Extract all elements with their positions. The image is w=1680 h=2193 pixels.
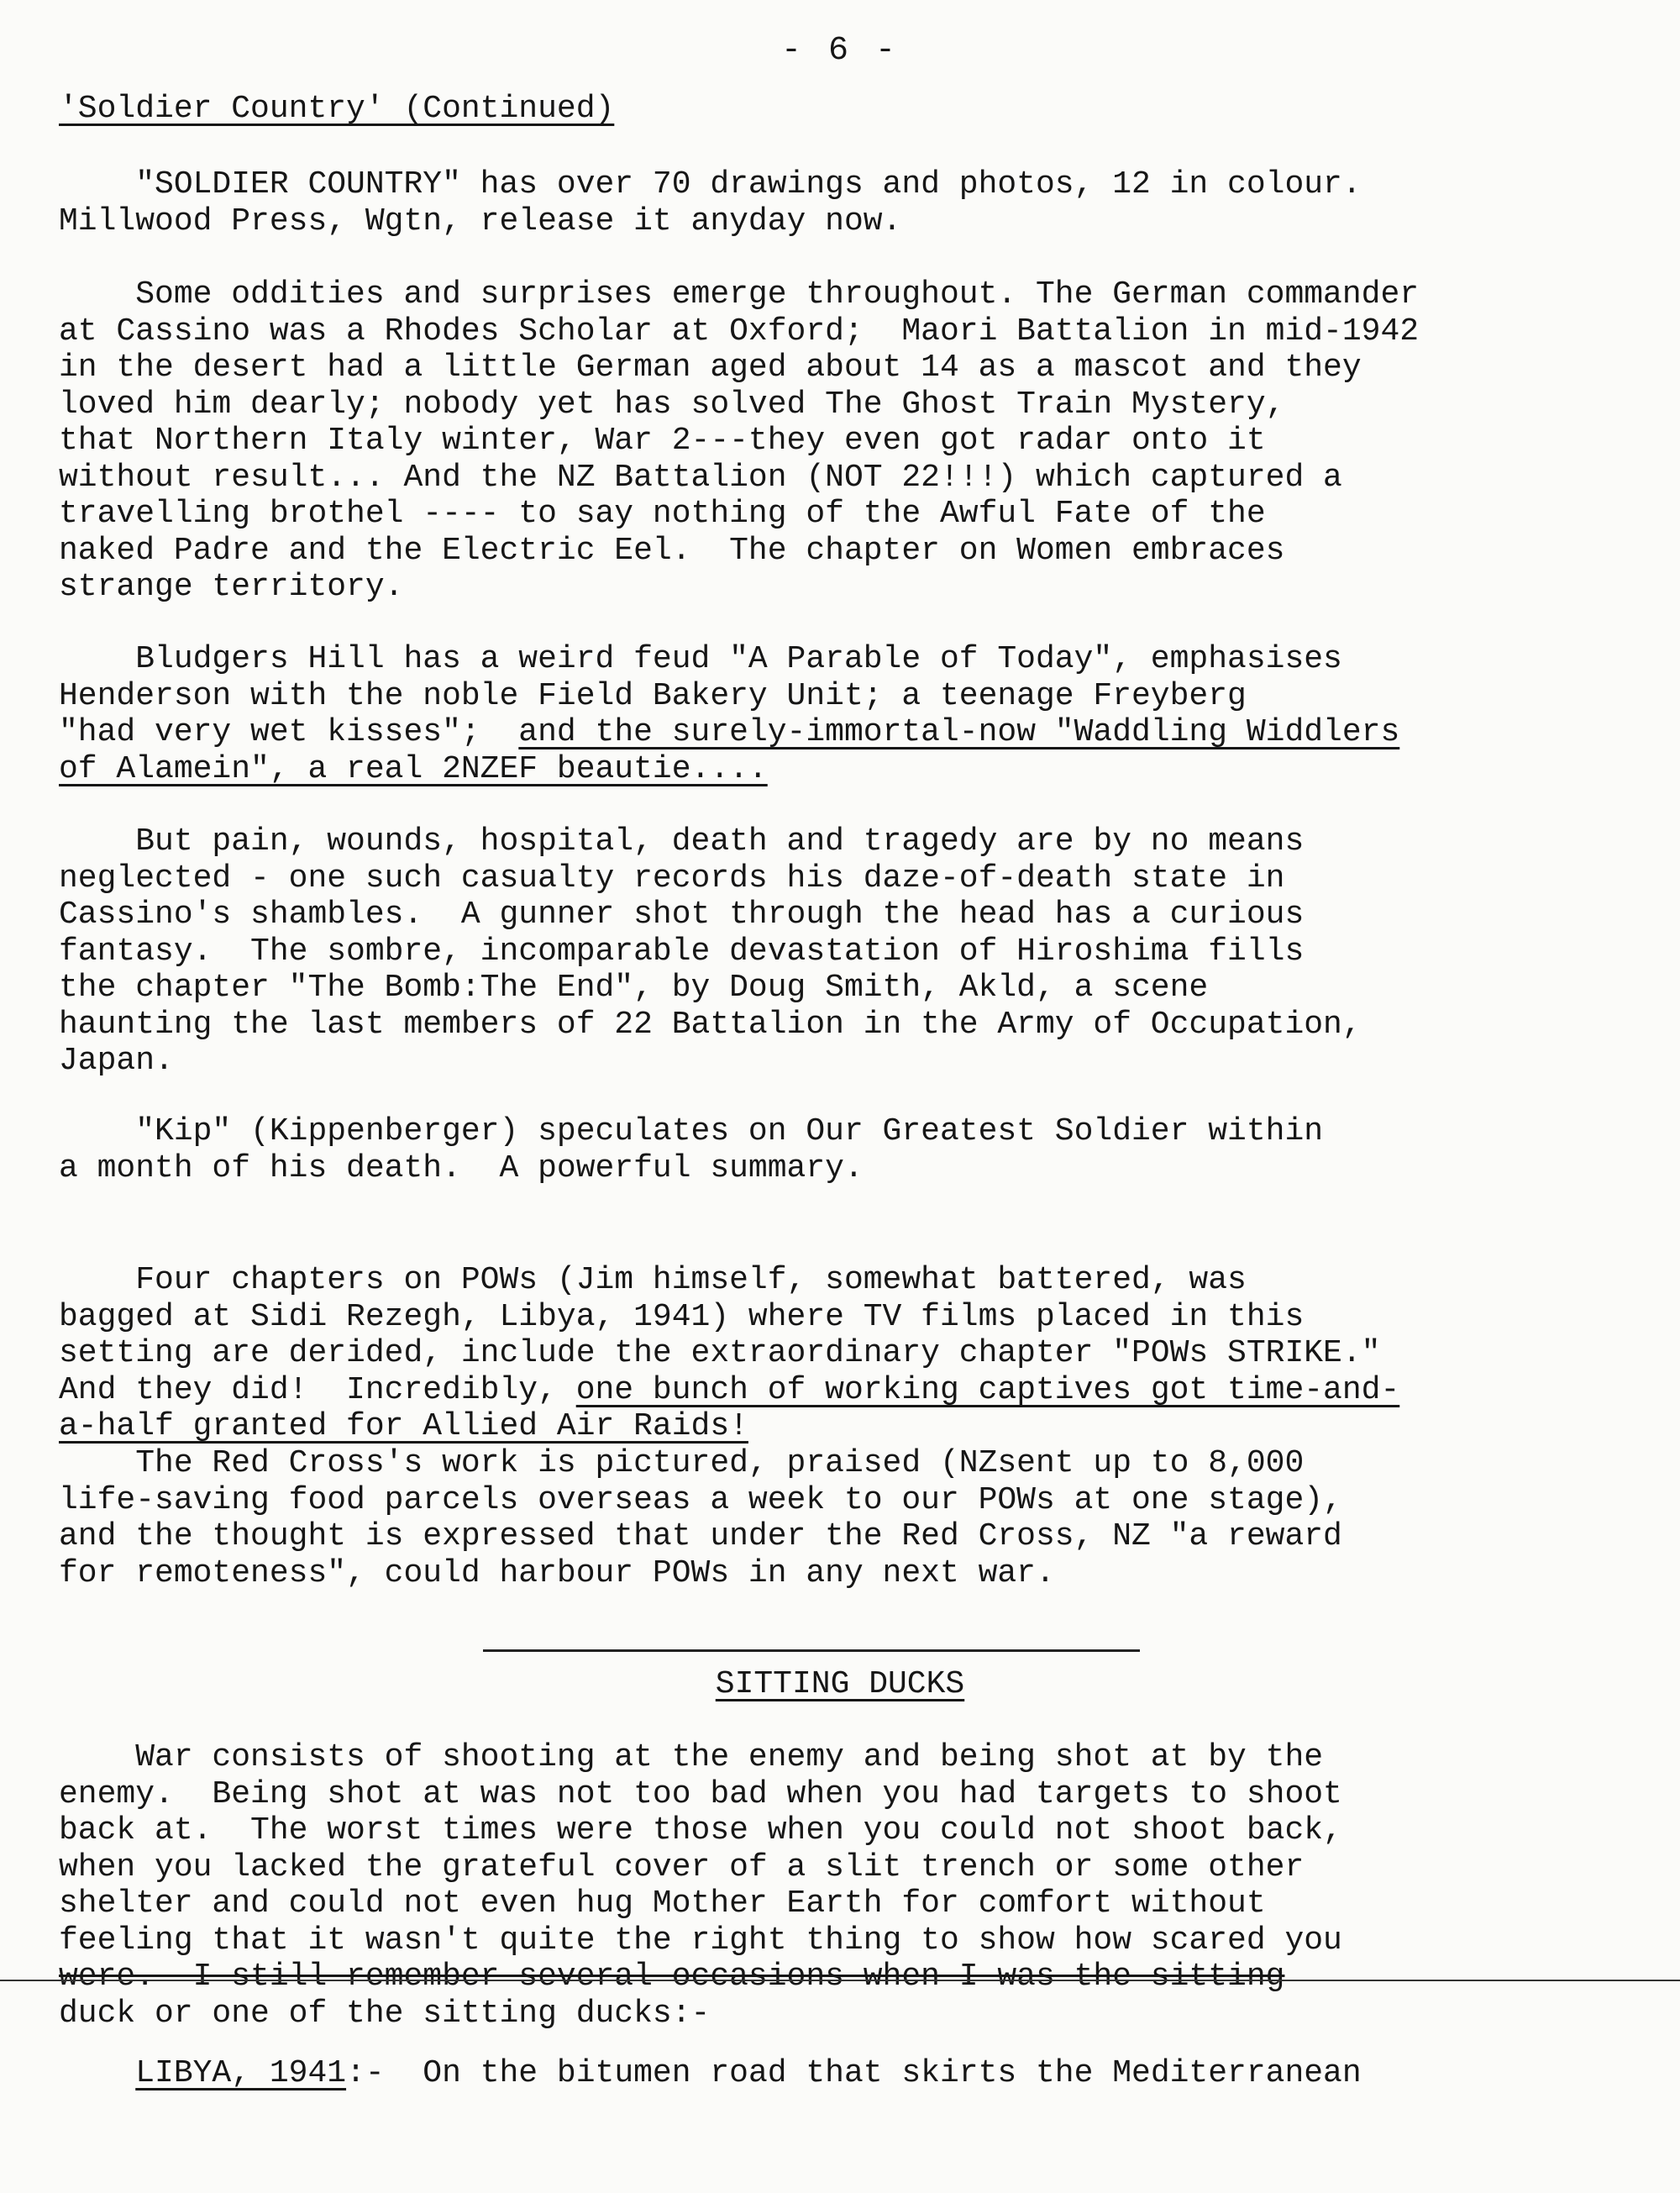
struck-text: were. I still remember several occasions when I was the sitting [59,1959,1285,1995]
paragraph-war-consists [59,1739,1342,2032]
paragraph-libya [59,2055,1362,2092]
cut-line [0,1980,1680,1981]
paragraph-bludgers-hill [59,641,1399,787]
paragraph-oddities [59,276,1419,606]
text-line: "SOLDIER COUNTRY" has over 70 drawings and photos, 12 in colour. [59,166,1362,202]
text-line: "had very wet kisses"; [59,714,519,750]
underlined-text: LIBYA, 1941 [135,2055,347,2091]
text-line: Some oddities and surprises emerge throughout. The German commander [59,276,1420,313]
page-number: - 6 - [780,32,900,70]
text-line: shelter and could not even hug Mother Earth for comfort without [59,1885,1266,1922]
text-line: life-saving food parcels overseas a week to our POWs at one stage), [59,1481,1342,1518]
text-line: neglected - one such casualty records his daze-of-death state in [59,860,1285,897]
text-line: duck or one of the sitting ducks:- [59,1995,711,2032]
text-line: haunting the last members of 22 Battalion in the Army of Occupation, [59,1006,1362,1043]
indent [59,2055,135,2091]
text-line: War consists of shooting at the enemy and being shot at by the [59,1739,1324,1775]
text-line: that Northern Italy winter, War 2---they even got radar onto it [59,423,1266,459]
text-line: Bludgers Hill has a weird feud "A Parable of Today", emphasises [59,641,1342,677]
text-line: the chapter "The Bomb:The End", by Doug Smith, Akld, a scene [59,970,1209,1006]
text-line: in the desert had a little German aged about 14 as a mascot and they [59,350,1362,386]
sitting-ducks-heading: SITTING DUCKS [715,1666,965,1702]
text-line: without result... And the NZ Battalion (NOT 22!!!) which captured a [59,459,1342,496]
text-line: when you lacked the grateful cover of a slit trench or some other [59,1849,1305,1885]
text-line: feeling that it wasn't quite the right thing to show how scared you [59,1922,1342,1959]
text-line: The Red Cross's work is pictured, praised (NZsent up to 8,000 [59,1445,1305,1481]
text-line: Japan. [59,1043,174,1079]
text-line: bagged at Sidi Rezegh, Libya, 1941) where TV films placed in this [59,1298,1305,1335]
text-line: setting are derided, include the extraordinary chapter "POWs STRIKE." [59,1335,1381,1371]
text-line: strange territory. [59,569,404,605]
underlined-text: of Alamein", a real 2NZEF beautie.... [59,750,768,787]
paragraph-pows [59,1262,1399,1445]
text-line: for remoteness", could harbour POWs in any next war. [59,1554,1055,1591]
underlined-text: a-half granted for Allied Air Raids! [59,1408,748,1444]
underlined-text: and the surely-immortal-now "Waddling Widdlers [518,714,1400,750]
paragraph-red-cross [59,1445,1342,1591]
text-line: back at. The worst times were those when you could not shoot back, [59,1812,1342,1849]
paragraph-pain-wounds [59,823,1362,1080]
text-line: Henderson with the noble Field Bakery Unit; a teenage Freyberg [59,677,1247,714]
text-line: And they did! Incredibly, [59,1371,576,1408]
text-line: Four chapters on POWs (Jim himself, somewhat battered, was [59,1262,1247,1298]
underlined-text: one bunch of working captives got time-and- [575,1371,1400,1408]
text-line: naked Padre and the Electric Eel. The chapter on Women embraces [59,532,1285,569]
paragraph-drawings-photos [59,166,1362,239]
section-heading: 'Soldier Country' (Continued) [59,91,615,127]
text-line: Cassino's shambles. A gunner shot through the head has a curious [59,897,1305,933]
paragraph-kippenberger [59,1113,1323,1186]
text-line: loved him dearly; nobody yet has solved The Ghost Train Mystery, [59,386,1285,423]
text-line: enemy. Being shot at was not too bad when you had targets to shoot [59,1775,1342,1812]
text-line: fantasy. The sombre, incomparable devastation of Hiroshima fills [59,933,1305,970]
text-line: travelling brothel ---- to say nothing of the Awful Fate of the [59,496,1266,532]
text-line: "Kip" (Kippenberger) speculates on Our Greatest Soldier within [59,1113,1324,1149]
text-line: Millwood Press, Wgtn, release it anyday now. [59,202,902,239]
text-line: :- On the bitumen road that skirts the Mediterranean [346,2055,1362,2091]
text-line: But pain, wounds, hospital, death and tragedy are by no means [59,823,1305,860]
text-line: a month of his death. A powerful summary. [59,1149,864,1186]
text-line: at Cassino was a Rhodes Scholar at Oxford; Maori Battalion in mid-1942 [59,313,1420,350]
section-divider [483,1649,1140,1652]
text-line: and the thought is expressed that under the Red Cross, NZ "a reward [59,1518,1342,1554]
